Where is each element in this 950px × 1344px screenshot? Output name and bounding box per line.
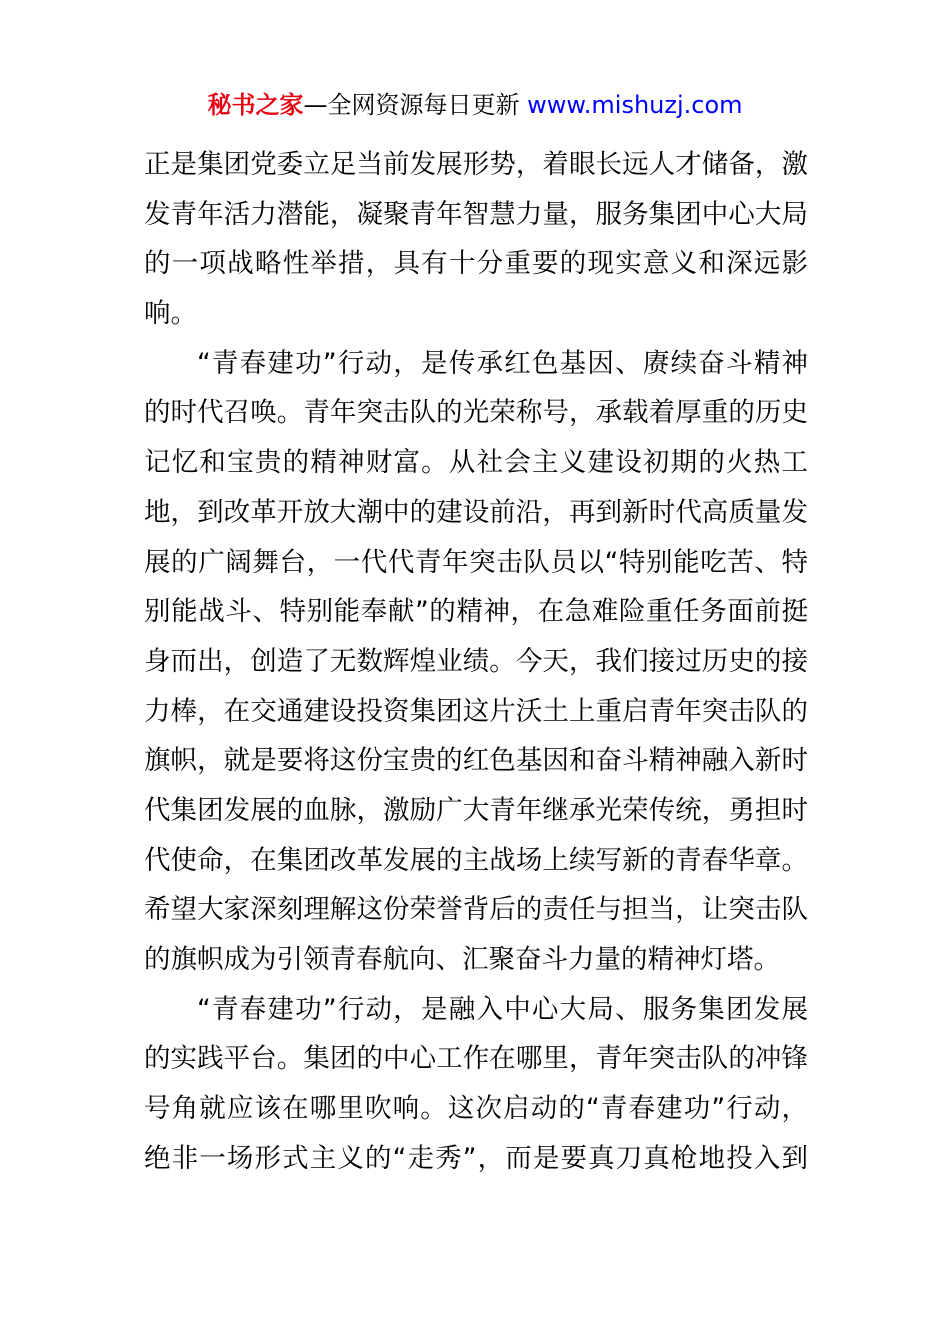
text-line: 绝非一场形式主义的“走秀”，而是要真刀真枪地投入到: [144, 1142, 808, 1174]
text-line: 希望大家深刻理解这份荣誉背后的责任与担当，让突击队: [144, 894, 808, 926]
document-body: [144, 140, 808, 1183]
text-line: 代集团发展的血脉，激励广大青年继承光荣传统，勇担时: [144, 794, 808, 826]
site-url-link[interactable]: www.mishuzj.com: [527, 91, 743, 119]
paragraph-first-line: “青春建功”行动，是融入中心大局、服务集团发展: [197, 993, 808, 1025]
text-line: 展的广阔舞台，一代代青年突击队员以“特别能吃苦、特: [144, 546, 808, 578]
text-line: 别能战斗、特别能奉献”的精神，在急难险重任务面前挺: [144, 596, 808, 628]
paragraph-first-line: “青春建功”行动，是传承红色基因、赓续奋斗精神: [197, 347, 808, 379]
text-line: 力棒，在交通建设投资集团这片沃土上重启青年突击队的: [144, 695, 808, 727]
text-line: 的时代召唤。青年突击队的光荣称号，承载着厚重的历史: [144, 397, 808, 429]
site-tagline: —全网资源每日更新: [303, 91, 528, 119]
text-line: 代使命，在集团改革发展的主战场上续写新的青春华章。: [144, 844, 808, 876]
text-line: 响。: [144, 298, 197, 330]
text-line: 的旗帜成为引领青春航向、汇聚奋斗力量的精神灯塔。: [144, 944, 780, 975]
text-line: 地，到改革开放大潮中的建设前沿，再到新时代高质量发: [144, 496, 808, 528]
site-brand: 秘书之家: [207, 91, 304, 119]
text-line: 号角就应该在哪里吹响。这次启动的“青春建功”行动，: [144, 1093, 808, 1125]
text-line: 记忆和宝贵的精神财富。从社会主义建设初期的火热工: [144, 447, 808, 479]
text-line: 身而出，创造了无数辉煌业绩。今天，我们接过历史的接: [144, 645, 808, 677]
text-line: 发青年活力潜能，凝聚青年智慧力量，服务集团中心大局: [144, 198, 808, 230]
text-line: 正是集团党委立足当前发展形势，着眼长远人才储备，激: [144, 149, 808, 180]
text-line: 的一项战略性举措，具有十分重要的现实意义和深远影: [144, 248, 808, 280]
text-line: 旗帜，就是要将这份宝贵的红色基因和奋斗精神融入新时: [144, 745, 808, 777]
site-header: [0, 88, 950, 122]
text-line: 的实践平台。集团的中心工作在哪里，青年突击队的冲锋: [144, 1043, 808, 1075]
